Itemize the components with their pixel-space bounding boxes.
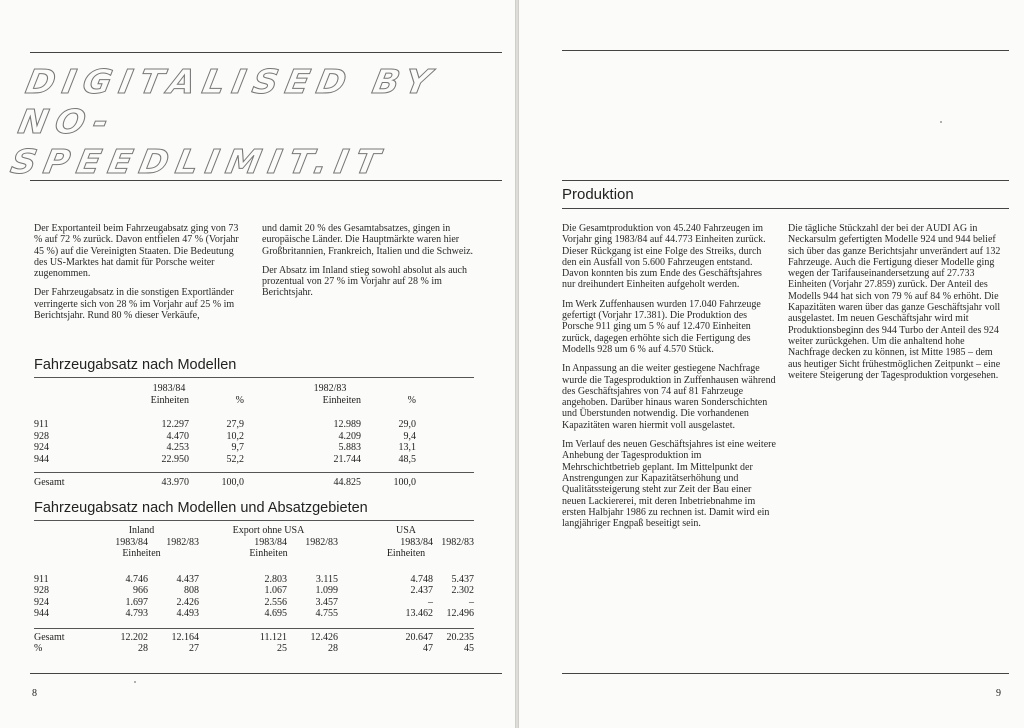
- value-cell: 808: [184, 585, 199, 596]
- page-number: 9: [996, 688, 1001, 699]
- production-column-2: [788, 223, 1001, 389]
- models-region-table: [34, 525, 474, 655]
- scan-speck: [134, 681, 136, 683]
- year-header: 1983/84: [254, 536, 287, 548]
- table-row: [34, 597, 474, 609]
- value-cell: 12.164: [171, 631, 199, 643]
- value-cell: 25: [277, 643, 287, 654]
- value-cell: 22.950: [161, 453, 189, 465]
- value-cell: 13.462: [405, 608, 433, 619]
- value-cell: 20.235: [446, 631, 474, 643]
- value-cell: 9,7: [231, 442, 244, 453]
- model-cell: 928: [34, 430, 49, 442]
- value-cell: 5.437: [451, 573, 474, 585]
- column-header: %: [235, 394, 244, 406]
- section-rule: [30, 180, 502, 181]
- year-header: 1982/83: [166, 536, 199, 548]
- table-percent-row: [34, 643, 474, 655]
- value-cell: 10,2: [226, 430, 244, 442]
- section-heading: Produktion: [562, 186, 634, 203]
- value-cell: 11.121: [259, 631, 287, 643]
- table-row: [34, 454, 416, 466]
- table2-total-rule: [34, 628, 474, 629]
- value-cell: 52,2: [226, 453, 244, 465]
- value-cell: 48,5: [398, 453, 416, 465]
- table1-rule: [34, 377, 474, 378]
- paragraph: Die tägliche Stückzahl der bei der AUDI AG in Neckarsulm gefertigten Modelle 924 und 944 belief sich über das ganze Berichtsjahr unverändert auf 132 Fahrzeuge. Auch die Fertigung dieser Modelle ging wegen der Tarifauseinandersetzung auf 27.733 Einheiten (Vorjahr 27.859) zurück. Der Anteil des Modells 944 hat sich von 79 % auf 84 % erhöht. Die Kapazitäten waren über das ganze Geschäftsjahr voll ausgelastet. Im neuen Geschäftsjahr wird mit Produktionsbeginn des 944 Turbo der Anteil des 924 weiter zurückgehen. Um die anhaltend hohe Nachfrage decken zu können, ist Mitte 1985 – dem aus heutiger Sicht frühestmöglichen Zeitpunkt – eine weitere Steigerung der Tagesproduktion vorgesehen.: [788, 223, 1001, 381]
- value-cell: 12.989: [333, 419, 361, 430]
- table-row: [34, 442, 416, 454]
- value-cell: 4.748: [410, 573, 433, 585]
- value-cell: 1.697: [125, 596, 148, 608]
- region-header: Inland: [128, 525, 155, 536]
- value-cell: 966: [133, 585, 148, 596]
- value-cell: –: [428, 596, 433, 608]
- value-cell: 44.825: [333, 477, 361, 488]
- value-cell: 4.253: [166, 442, 189, 453]
- value-cell: 4.470: [166, 430, 189, 442]
- table1-title: Fahrzeugabsatz nach Modellen: [34, 357, 237, 373]
- value-cell: 3.115: [315, 573, 338, 585]
- value-cell: 2.302: [451, 585, 474, 596]
- paragraph: Die Gesamtproduktion von 45.240 Fahrzeugen im Vorjahr ging 1983/84 auf 44.773 Einheiten zurück. Dieser Rückgang ist eine Folge des Streiks, durch den ein Ausfall von 5.600 Fahrzeugen entstand. Davon konnten bis zum Ende des Geschäftsjahres nur dreihundert Einheiten aufgeholt werden.: [562, 223, 766, 291]
- year-header: 1982/83: [441, 536, 474, 548]
- model-cell: 911: [34, 419, 49, 430]
- heading-rule: [562, 208, 1009, 209]
- model-cell: 924: [34, 596, 49, 608]
- intro-column-2: [262, 223, 476, 307]
- value-cell: 43.970: [161, 477, 189, 488]
- value-cell: 9,4: [403, 430, 416, 442]
- paragraph: Im Werk Zuffenhausen wurden 17.040 Fahrzeuge gefertigt (Vorjahr 17.381). Die Produktion des Porsche 911 ging um 5 % auf 12.470 Einheiten zurück, dagegen erhöhte sich die Fertigung des Modells 928 um 6 % auf 4.570 Stück.: [562, 298, 761, 355]
- paragraph: und damit 20 % des Gesamtabsatzes, gingen in europäische Länder. Die Hauptmärkte waren hier Großbritannien, Frankreich, Italien und die Schweiz.: [262, 223, 474, 257]
- value-cell: 2.556: [264, 596, 287, 608]
- value-cell: 2.803: [264, 573, 287, 585]
- column-header: Einheiten: [150, 394, 189, 406]
- table-row: [34, 608, 474, 620]
- year-header: 1983/84: [400, 536, 433, 548]
- value-cell: 28: [138, 643, 148, 654]
- table-row: [34, 585, 474, 597]
- table-header-row: [34, 548, 474, 560]
- model-cell: 924: [34, 442, 49, 453]
- value-cell: 45: [464, 643, 474, 654]
- value-cell: 4.793: [125, 608, 148, 619]
- units-header: Einheiten: [386, 548, 426, 559]
- value-cell: 100,0: [393, 477, 416, 488]
- percent-label: %: [34, 643, 43, 654]
- table-header-row: [34, 383, 416, 395]
- model-cell: 928: [34, 585, 49, 596]
- paragraph: Der Fahrzeugabsatz in die sonstigen Exportländer verringerte sich von 28 % im Vorjahr auf 25 % im Berichtsjahr. Rund 80 % dieser Verkäufe,: [34, 287, 235, 322]
- value-cell: 12.202: [120, 631, 148, 643]
- scan-speck: [940, 121, 942, 123]
- table1-total-rule: [34, 472, 474, 473]
- table-total-row: [34, 632, 474, 644]
- paragraph: Der Absatz im Inland stieg sowohl absolut als auch prozentual von 27 % im Vorjahr auf 28 % im Berichtsjahr.: [262, 264, 467, 299]
- section-rule: [562, 180, 1009, 181]
- table-row: [34, 419, 416, 431]
- model-cell: 944: [34, 608, 49, 619]
- year-header: 1982/83: [305, 536, 338, 548]
- table-header-row: [34, 525, 474, 537]
- paragraph: In Anpassung an die weiter gestiegene Nachfrage wurde die Tagesproduktion in Zuffenhausen während des Geschäftsjahres von 74 auf 81 Fahrzeuge angehoben. Darüber hinaus waren Sonderschichten und Überstunden notwendig. Die vorhandenen Kapazitäten waren hiermit voll ausgelastet.: [562, 363, 776, 431]
- value-cell: 4.755: [315, 608, 338, 619]
- paragraph: Der Exportanteil beim Fahrzeugabsatz ging von 73 % auf 72 % zurück. Davon entfielen 47 % (Vorjahr 45 %) auf die Vereinigten Staaten. Die Bedeutung des US-Marktes hat damit für Porsche weiter zugenommen.: [34, 223, 239, 280]
- column-header: Einheiten: [322, 394, 361, 406]
- value-cell: 2.437: [410, 585, 433, 596]
- value-cell: 3.457: [315, 596, 338, 608]
- value-cell: 13,1: [398, 442, 416, 453]
- total-label: Gesamt: [34, 477, 65, 488]
- table-header-row: [34, 395, 416, 407]
- value-cell: 4.209: [338, 430, 361, 442]
- watermark-line-2: NO-SPEEDLIMIT.IT: [7, 102, 391, 181]
- column-header: %: [407, 394, 416, 406]
- region-header: USA: [395, 525, 416, 536]
- value-cell: 27: [189, 643, 199, 654]
- value-cell: 4.437: [176, 573, 199, 585]
- year-header: 1983/84: [152, 383, 186, 394]
- bottom-rule: [562, 673, 1009, 674]
- total-label: Gesamt: [34, 631, 65, 643]
- production-column-1: [562, 223, 776, 537]
- value-cell: 1.067: [264, 585, 287, 596]
- year-header: 1982/83: [313, 383, 347, 394]
- table-header-row: [34, 537, 474, 549]
- value-cell: 47: [423, 643, 433, 654]
- value-cell: 100,0: [221, 477, 244, 488]
- watermark-line-1: DIGITALISED BY: [22, 62, 442, 101]
- value-cell: 5.883: [338, 442, 361, 453]
- value-cell: 12.297: [161, 419, 189, 430]
- value-cell: 4.493: [176, 608, 199, 619]
- bottom-rule: [30, 673, 502, 674]
- table-total-row: [34, 477, 416, 489]
- region-header: Export ohne USA: [232, 525, 305, 536]
- model-cell: 944: [34, 453, 49, 465]
- value-cell: 2.426: [176, 596, 199, 608]
- value-cell: 28: [328, 643, 338, 654]
- value-cell: 12.426: [310, 631, 338, 643]
- units-header: Einheiten: [249, 548, 288, 559]
- value-cell: 29,0: [398, 419, 416, 430]
- value-cell: 12.496: [446, 608, 474, 619]
- value-cell: 4.746: [125, 573, 148, 585]
- value-cell: –: [469, 596, 474, 608]
- intro-column-1: [34, 223, 248, 329]
- top-rule: [30, 52, 502, 53]
- model-cell: 911: [34, 573, 49, 585]
- table-row: [34, 431, 416, 443]
- paragraph: Im Verlauf des neuen Geschäftsjahres ist eine weitere Anhebung der Tagesproduktion im Mehrschichtbetrieb geplant. Im Mittelpunkt der Anstrengungen zur Kapazitätserhöhung und Qualitätssteigerung steht zur Zeit der Bau einer neuen Lackiererei, mit deren Inbetriebnahme im ersten Halbjahr 1986 zu rechnen ist. Damit wird ein langjähriger Engpaß beseitigt sein.: [562, 439, 776, 530]
- watermark-logo: [8, 62, 476, 182]
- table2-rule: [34, 520, 474, 521]
- table2-title: Fahrzeugabsatz nach Modellen und Absatzgebieten: [34, 500, 368, 516]
- value-cell: 20.647: [405, 631, 433, 643]
- value-cell: 1.099: [315, 585, 338, 596]
- value-cell: 27,9: [226, 419, 244, 430]
- right-page: [519, 0, 1024, 728]
- value-cell: 4.695: [264, 608, 287, 619]
- page-number: 8: [32, 688, 37, 699]
- value-cell: 21.744: [333, 453, 361, 465]
- table-row: [34, 574, 474, 586]
- top-rule: [562, 50, 1009, 51]
- year-header: 1983/84: [115, 536, 148, 548]
- units-header: Einheiten: [122, 548, 161, 559]
